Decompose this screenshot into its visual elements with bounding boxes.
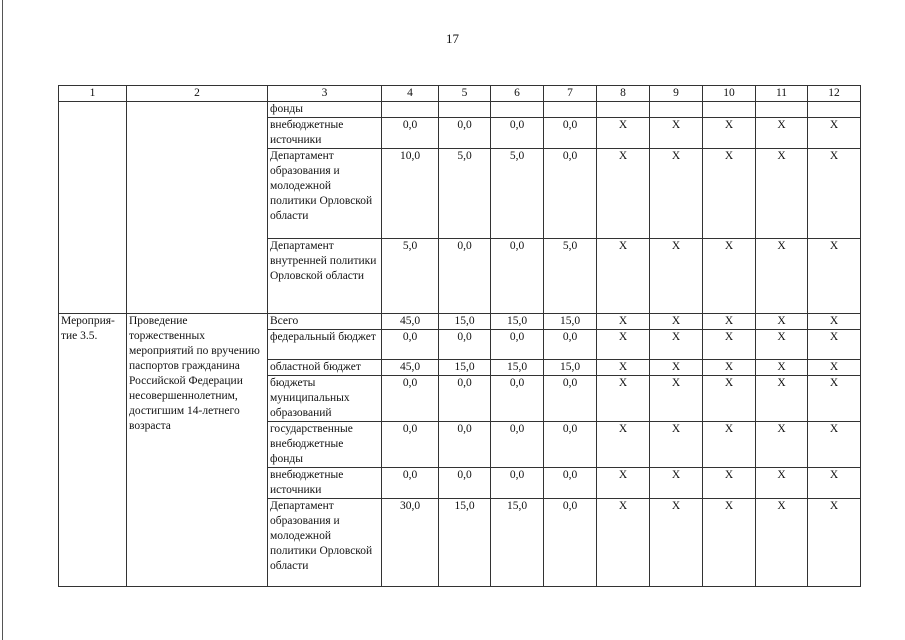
value-cell: X <box>650 314 703 330</box>
value-cell: X <box>597 468 650 499</box>
value-cell: 0,0 <box>439 468 491 499</box>
value-cell: X <box>597 149 650 239</box>
value-cell: X <box>756 149 808 239</box>
value-cell: 5,0 <box>382 239 439 314</box>
value-cell: 45,0 <box>382 314 439 330</box>
value-cell: X <box>808 422 861 468</box>
value-cell: X <box>756 118 808 149</box>
value-cell <box>491 102 544 118</box>
header-cell: 8 <box>597 86 650 102</box>
value-cell: 15,0 <box>439 499 491 587</box>
funding-source: Всего <box>268 314 382 330</box>
value-cell: X <box>808 499 861 587</box>
funding-source: Департамент внутренней политики Орловской области <box>268 239 382 314</box>
value-cell: X <box>756 376 808 422</box>
value-cell: 15,0 <box>491 360 544 376</box>
value-cell: X <box>703 314 756 330</box>
header-cell: 2 <box>127 86 268 102</box>
value-cell: X <box>597 330 650 360</box>
value-cell: X <box>703 376 756 422</box>
funding-source: государственные внебюджетные фонды <box>268 422 382 468</box>
value-cell <box>703 102 756 118</box>
value-cell <box>382 102 439 118</box>
value-cell: X <box>650 239 703 314</box>
funding-source: внебюджетные источники <box>268 118 382 149</box>
value-cell: 0,0 <box>439 422 491 468</box>
page-number: 17 <box>446 31 459 46</box>
value-cell: 15,0 <box>439 360 491 376</box>
page-margin-rule <box>2 0 3 640</box>
value-cell: X <box>650 468 703 499</box>
header-cell: 5 <box>439 86 491 102</box>
value-cell: 0,0 <box>491 239 544 314</box>
event-name-cell: Проведение торжественных мероприятий по вручению паспортов гражданина Российской Федерации несовершеннолетним, достигшим 14-летнего возраста <box>127 314 268 587</box>
value-cell: 0,0 <box>382 330 439 360</box>
value-cell <box>544 102 597 118</box>
value-cell: X <box>756 468 808 499</box>
budget-table <box>58 85 861 587</box>
value-cell: X <box>808 376 861 422</box>
value-cell: 15,0 <box>544 314 597 330</box>
value-cell: 5,0 <box>491 149 544 239</box>
value-cell: 0,0 <box>439 376 491 422</box>
funding-source: фонды <box>268 102 382 118</box>
value-cell: 0,0 <box>544 499 597 587</box>
value-cell: 0,0 <box>439 330 491 360</box>
value-cell: X <box>756 499 808 587</box>
value-cell: 45,0 <box>382 360 439 376</box>
value-cell: X <box>756 239 808 314</box>
value-cell: X <box>650 149 703 239</box>
value-cell <box>439 102 491 118</box>
value-cell: X <box>650 118 703 149</box>
value-cell: X <box>808 330 861 360</box>
value-cell: X <box>756 330 808 360</box>
value-cell: 5,0 <box>544 239 597 314</box>
value-cell: X <box>597 314 650 330</box>
header-cell: 9 <box>650 86 703 102</box>
value-cell: X <box>650 376 703 422</box>
value-cell: X <box>808 314 861 330</box>
value-cell: X <box>808 118 861 149</box>
table-row <box>59 314 861 330</box>
value-cell: X <box>703 118 756 149</box>
value-cell: X <box>597 499 650 587</box>
header-cell: 11 <box>756 86 808 102</box>
header-cell: 1 <box>59 86 127 102</box>
header-cell: 3 <box>268 86 382 102</box>
value-cell: X <box>597 422 650 468</box>
value-cell: X <box>703 330 756 360</box>
value-cell: 0,0 <box>439 239 491 314</box>
header-cell: 12 <box>808 86 861 102</box>
value-cell: 15,0 <box>544 360 597 376</box>
header-cell: 6 <box>491 86 544 102</box>
value-cell: 0,0 <box>544 330 597 360</box>
value-cell: 0,0 <box>544 376 597 422</box>
header-cell: 4 <box>382 86 439 102</box>
value-cell: X <box>650 422 703 468</box>
value-cell: 30,0 <box>382 499 439 587</box>
value-cell: X <box>597 118 650 149</box>
value-cell: 0,0 <box>491 330 544 360</box>
value-cell: X <box>808 360 861 376</box>
value-cell: X <box>703 149 756 239</box>
value-cell: 0,0 <box>382 376 439 422</box>
value-cell: 0,0 <box>382 422 439 468</box>
event-code-cell: Мероприя-тие 3.5. <box>59 314 127 587</box>
table-row <box>59 102 861 118</box>
funding-source: областной бюджет <box>268 360 382 376</box>
value-cell: 0,0 <box>491 118 544 149</box>
value-cell: X <box>597 239 650 314</box>
value-cell: X <box>650 360 703 376</box>
value-cell <box>756 102 808 118</box>
value-cell: 0,0 <box>491 468 544 499</box>
funding-source: внебюджетные источники <box>268 468 382 499</box>
value-cell: X <box>703 422 756 468</box>
value-cell: X <box>597 376 650 422</box>
header-cell: 10 <box>703 86 756 102</box>
value-cell: 0,0 <box>382 468 439 499</box>
value-cell: 0,0 <box>382 118 439 149</box>
value-cell: X <box>703 360 756 376</box>
value-cell: X <box>703 499 756 587</box>
value-cell: X <box>597 360 650 376</box>
value-cell: 10,0 <box>382 149 439 239</box>
funding-source: федеральный бюджет <box>268 330 382 360</box>
value-cell: 5,0 <box>439 149 491 239</box>
event-code-cell <box>59 102 127 314</box>
value-cell: 0,0 <box>491 422 544 468</box>
value-cell: 0,0 <box>544 118 597 149</box>
funding-source: Департамент образования и молодежной политики Орловской области <box>268 149 382 239</box>
value-cell: 0,0 <box>491 376 544 422</box>
value-cell: 0,0 <box>544 468 597 499</box>
value-cell <box>650 102 703 118</box>
value-cell <box>808 102 861 118</box>
funding-source: Департамент образования и молодежной политики Орловской области <box>268 499 382 587</box>
value-cell: X <box>703 239 756 314</box>
header-cell: 7 <box>544 86 597 102</box>
value-cell: 0,0 <box>544 422 597 468</box>
value-cell: X <box>808 149 861 239</box>
value-cell: 15,0 <box>439 314 491 330</box>
value-cell: 15,0 <box>491 314 544 330</box>
value-cell: X <box>756 314 808 330</box>
header-row <box>59 86 861 102</box>
value-cell: X <box>650 499 703 587</box>
value-cell: X <box>756 422 808 468</box>
value-cell: X <box>808 239 861 314</box>
event-name-cell <box>127 102 268 314</box>
value-cell: X <box>808 468 861 499</box>
value-cell: 15,0 <box>491 499 544 587</box>
value-cell: X <box>703 468 756 499</box>
value-cell: 0,0 <box>439 118 491 149</box>
value-cell: X <box>756 360 808 376</box>
value-cell: X <box>650 330 703 360</box>
value-cell <box>597 102 650 118</box>
value-cell: 0,0 <box>544 149 597 239</box>
funding-source: бюджеты муниципальных образований <box>268 376 382 422</box>
